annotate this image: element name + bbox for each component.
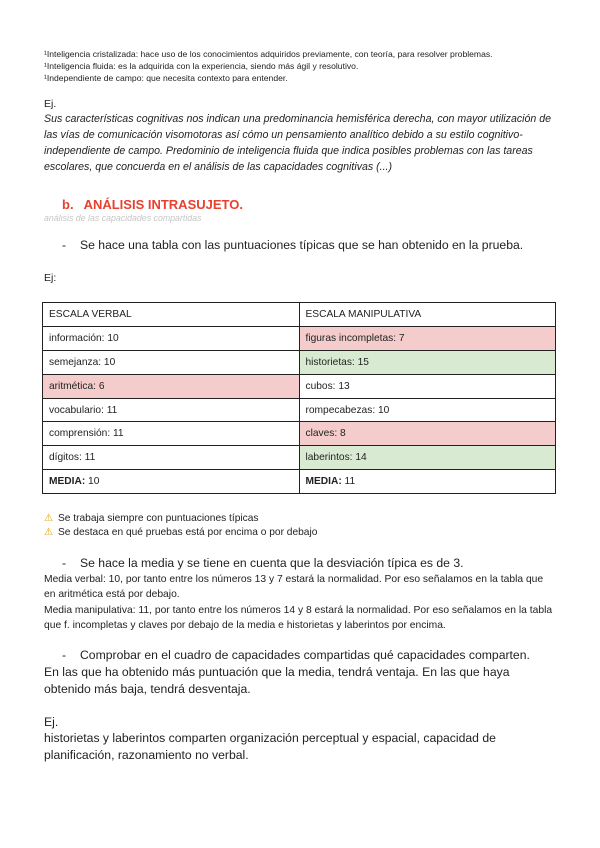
warning-note: [44, 526, 317, 540]
warning-text: Se destaca en qué pruebas está por encima o por debajo: [58, 527, 318, 538]
warning-note: [44, 512, 258, 526]
table-cell: historietas: 15: [299, 350, 556, 374]
footnote-fluid: ¹Inteligencia fluida: es la adquirida con la experiencia, siendo más ágil y resolutivo.: [44, 61, 359, 71]
table-cell: [299, 470, 556, 494]
bullet-text: Se hace la media y se tiene en cuenta que la desviación típica es de 3.: [80, 556, 464, 570]
bullet-text: Comprobar en el cuadro de capacidades compartidas qué capacidades comparten.: [80, 648, 530, 662]
example-text: Sus características cognitivas nos indican una predominancia hemisférica derecha, con mayor utilización de las vías de comunicación visomotoras así cómo un pensamiento analítico debido a su estilo cognitivo-independiente de campo. Predominio de inteligencia fluida que indica posibles problemas con las tareas escolares, que concuerda en el análisis de las capacidades cognitivas (...): [44, 113, 551, 173]
table-cell: cubos: 13: [299, 374, 556, 398]
media-manipulativa-paragraph: Media manipulativa: 11, por tanto entre los números 14 y 8 estará la normalidad. Por eso señalamos en la tabla que f. incompletas y claves por debajo de la media e historietas y laberintos por encima.: [44, 605, 553, 631]
example-label: Ej.: [44, 715, 59, 729]
table-row: [43, 374, 556, 398]
table-cell: dígitos: 11: [43, 446, 300, 470]
scores-table: [42, 302, 556, 494]
warning-icon: ⚠: [44, 527, 54, 538]
media-value: 10: [85, 476, 100, 488]
table-row: [43, 446, 556, 470]
section-heading: [62, 197, 243, 212]
warning-text: Se trabaja siempre con puntuaciones típicas: [58, 513, 259, 524]
section-number: b.: [62, 197, 74, 212]
media-label: MEDIA:: [49, 476, 86, 488]
table-header-cell: ESCALA VERBAL: [43, 303, 300, 327]
example-label: Ej.: [44, 98, 57, 110]
bullet-dash: -: [62, 238, 67, 252]
bullet-dash: -: [62, 648, 67, 662]
section-title: ANÁLISIS INTRASUJETO.: [83, 197, 243, 212]
table-cell: [43, 470, 300, 494]
table-cell: información: 10: [43, 326, 300, 350]
media-value: 11: [341, 476, 356, 488]
table-cell: laberintos: 14: [299, 446, 556, 470]
table-cell: claves: 8: [299, 422, 556, 446]
table-cell: figuras incompletas: 7: [299, 326, 556, 350]
media-verbal-paragraph: Media verbal: 10, por tanto entre los números 13 y 7 estará la normalidad. Por eso señalamos en la tabla que en aritmética está por debajo.: [44, 574, 544, 600]
advantage-paragraph: En las que ha obtenido más puntuación que la media, tendrá ventaja. En las que haya obtenido más baja, tendrá desventaja.: [44, 665, 510, 696]
media-label: MEDIA:: [305, 476, 342, 488]
bullet-dash: -: [62, 556, 67, 570]
example-text: historietas y laberintos comparten organización perceptual y espacial, capacidad de planificación, razonamiento no verbal.: [44, 731, 496, 762]
table-cell: semejanza: 10: [43, 350, 300, 374]
table-row: [43, 326, 556, 350]
table-media-row: [43, 470, 556, 494]
table-cell: aritmética: 6: [43, 374, 300, 398]
bullet-item: [62, 647, 530, 664]
table-header-cell: ESCALA MANIPULATIVA: [299, 303, 556, 327]
warning-icon: ⚠: [44, 513, 54, 524]
bullet-item: [62, 237, 523, 254]
table-header-row: [43, 303, 556, 327]
bullet-item: [62, 555, 463, 572]
footnote-field-independent: ¹Independiente de campo: que necesita contexto para entender.: [44, 73, 288, 83]
bullet-text: Se hace una tabla con las puntuaciones típicas que se han obtenido en la prueba.: [80, 238, 524, 252]
table-cell: rompecabezas: 10: [299, 398, 556, 422]
section-subtitle: análisis de las capacidades compartidas: [44, 213, 202, 223]
table-cell: comprensión: 11: [43, 422, 300, 446]
table-cell: vocabulario: 11: [43, 398, 300, 422]
table-row: [43, 350, 556, 374]
table-row: [43, 422, 556, 446]
example-label: Ej:: [44, 272, 57, 284]
table-row: [43, 398, 556, 422]
footnote-crystallized: ¹Inteligencia cristalizada: hace uso de los conocimientos adquiridos previamente, con teoría, para resolver problemas.: [44, 49, 493, 59]
